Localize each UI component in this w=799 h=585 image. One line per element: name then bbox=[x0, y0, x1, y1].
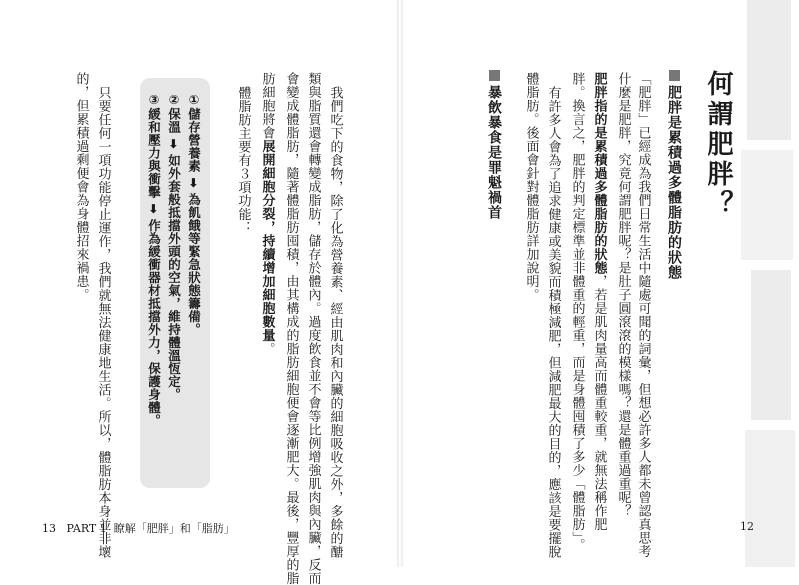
right-para-line-2: 什麼是肥胖，究竟何謂肥胖呢？是肚子圓滾滾的模樣嗎？還是體重過重呢？ bbox=[615, 72, 631, 518]
page-title: 何謂肥胖？ bbox=[703, 70, 733, 220]
right-para-line-3: 肥胖指的是累積過多體脂肪的狀態，若是肌肉量高而體重較重，就無法稱作肥 bbox=[591, 72, 607, 531]
function-item-2: ②保溫 ➡ 如外套般抵擋外頭的空氣，維持體溫恆定。 bbox=[166, 92, 182, 402]
left-para-line-2: 類與脂質還會轉變成脂肪，儲存於體內。過度飲食並不會等比例增強肌肉與內臟，反而 bbox=[305, 72, 321, 585]
emphasis-text: 肥胖指的是累積過多體脂肪的狀態 bbox=[591, 72, 607, 275]
left-page-number: 13 bbox=[42, 522, 56, 535]
right-page-number: 12 bbox=[740, 520, 754, 533]
right-para-line-5: 有許多人會為了追求健康或美貌而積極減肥，但減肥最大的目的，應該是要擺脫 bbox=[545, 86, 561, 559]
right-para-line-6: 體脂肪。後面會針對體脂肪詳加說明。 bbox=[523, 72, 539, 302]
functions-box bbox=[140, 78, 210, 488]
page-gutter bbox=[397, 0, 403, 567]
decorative-paper-strips bbox=[741, 0, 799, 567]
function-item-1: ①儲存營養素 ➡ 為飢餓等緊急狀態籌備。 bbox=[186, 92, 202, 337]
left-para-line-1: 我們吃下的食物，除了化為營養素、經由肌肉和內臟的細胞吸收之外，多餘的醣 bbox=[327, 86, 343, 559]
heading-square-icon bbox=[489, 70, 500, 81]
right-para-line-4: 胖。換言之，肥胖的判定標準並非體重的輕重，而是身體囤積了多少「體脂肪」。 bbox=[569, 72, 585, 552]
right-para-line-1: 「肥胖」已經成為我們日常生活中隨處可聞的詞彙，但想必許多人都未曾認真思考 bbox=[635, 72, 651, 558]
left-para-3-line-2: 的，但累積過剩便會為身體招來禍患。 bbox=[73, 72, 89, 302]
chapter-title: 瞭解「肥胖」和「脂肪」 bbox=[113, 522, 235, 535]
function-item-3: ③緩和壓力與衝擊 ➡ 作為緩衝器材抵擋外力，保護身體。 bbox=[146, 92, 162, 428]
emphasis-text: 展開細胞分裂，持續增加細胞數量 bbox=[259, 139, 275, 342]
section-heading-2: 暴飲暴食是罪魁禍首 bbox=[484, 70, 504, 220]
left-para-3-line-1: 只要任何一項功能停止運作，我們就無法健康地生活。所以，體脂肪本身並非壞 bbox=[95, 86, 111, 559]
left-para-2: 體脂肪主要有３項功能： bbox=[235, 86, 251, 235]
part-label: PART 1 bbox=[66, 522, 107, 535]
heading-square-icon bbox=[669, 70, 680, 81]
page-footer bbox=[42, 520, 235, 536]
section-heading-1: 肥胖是累積過多體脂肪的狀態 bbox=[664, 70, 684, 280]
left-para-line-4: 肪細胞將會展開細胞分裂，持續增加細胞數量。 bbox=[259, 72, 275, 356]
left-para-line-3: 會變成體脂肪，隨著體脂肪囤積，由其構成的脂肪細胞便會逐漸肥大。最後，豐厚的脂 bbox=[283, 72, 299, 585]
